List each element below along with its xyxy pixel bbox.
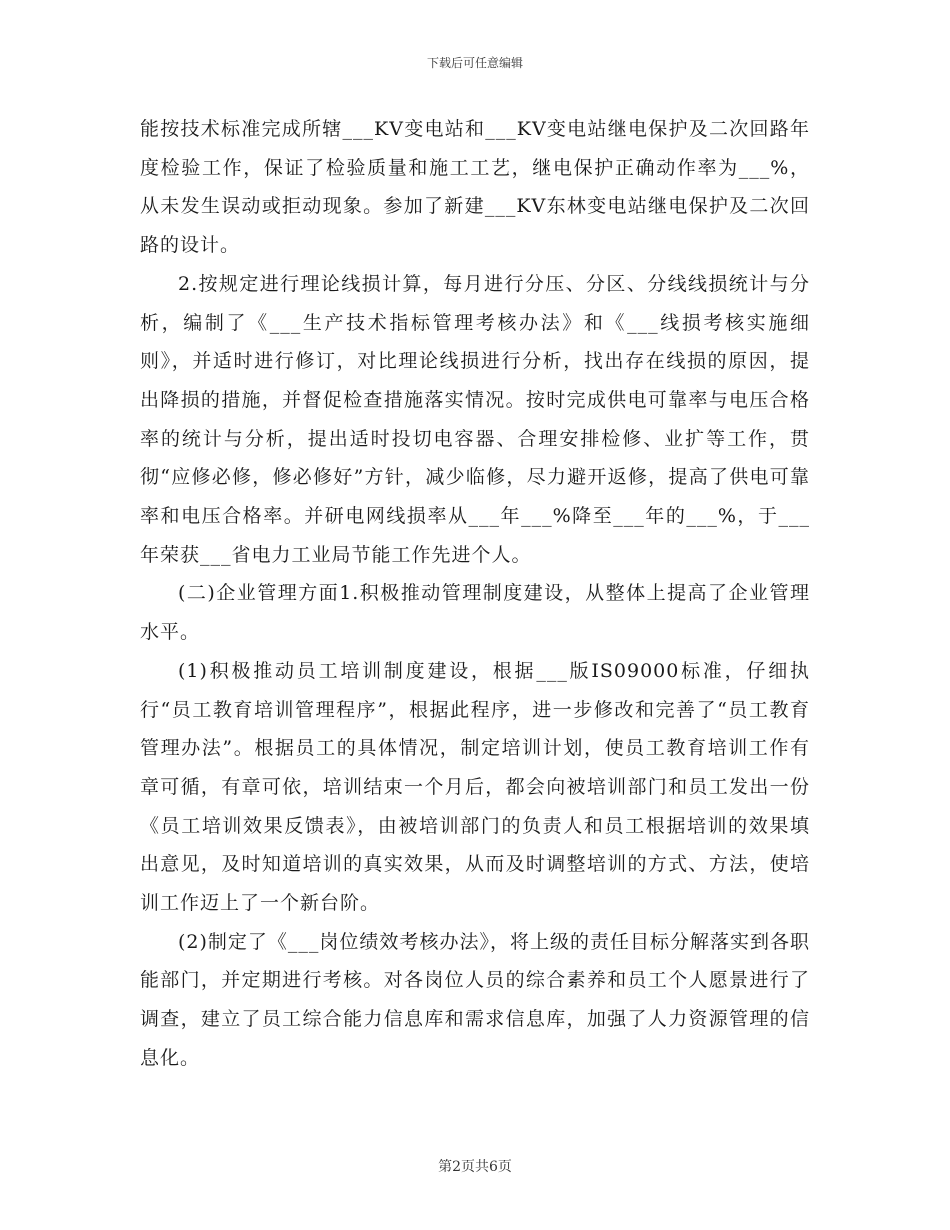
paragraph-enterprise-management: (二)企业管理方面1.积极推动管理制度建设，从整体上提高了企业管理水平。 (140, 582, 810, 644)
paragraph-line-loss: 2.按规定进行理论线损计算，每月进行分压、分区、分线线损统计与分析，编制了《___生产技术指标管理考核办法》和《___线损考核实施细则》，并适时进行修订，对比理论线损进行分析，找出存在线损的原因，提出降损的措施，并督促检查措施落实情况。按时完成供电可靠率与电压合格率的统计与分析，提出适时投切电容器、合理安排检修、业扩等工作，贯彻“应修必修，修必修好”方针，减少临修，尽力避开返修，提高了供电可靠率和电压合格率。并研电网线损率从___年___%降至___年的___%，于___年荣获___省电力工业局节能工作先进个人。 (140, 272, 810, 566)
page-number: 第2页共6页 (438, 1159, 512, 1175)
document-body (140, 110, 810, 1078)
paragraph-training-system: (1)积极推动员工培训制度建设，根据___版IS09000标准，仔细执行“员工教育培训管理程序”，根据此程序，进一步修改和完善了“员工教育管理办法”。根据员工的具体情况，制定培训计划，使员工教育培训工作有章可循，有章可依，培训结束一个月后，都会向被培训部门和员工发出一份《员工培训效果反馈表》，由被培训部门的负责人和员工根据培训的效果填出意见，及时知道培训的真实效果，从而及时调整培训的方式、方法，使培训工作迈上了一个新台阶。 (140, 659, 810, 915)
paragraph-performance-assessment: (2)制定了《___岗位绩效考核办法》，将上级的责任目标分解落实到各职能部门，并定期进行考核。对各岗位人员的综合素养和员工个人愿景进行了调查，建立了员工综合能力信息库和需求信息库，加强了人力资源管理的信息化。 (140, 930, 810, 1069)
page-header-note: 下载后可任意编辑 (426, 56, 523, 70)
paragraph-relay-protection: 能按技术标准完成所辖___KV变电站和___KV变电站继电保护及二次回路年度检验工作，保证了检验质量和施工工艺，继电保护正确动作率为___%，从未发生误动或拒动现象。参加了新建___KV东林变电站继电保护及二次回路的设计。 (140, 118, 810, 257)
